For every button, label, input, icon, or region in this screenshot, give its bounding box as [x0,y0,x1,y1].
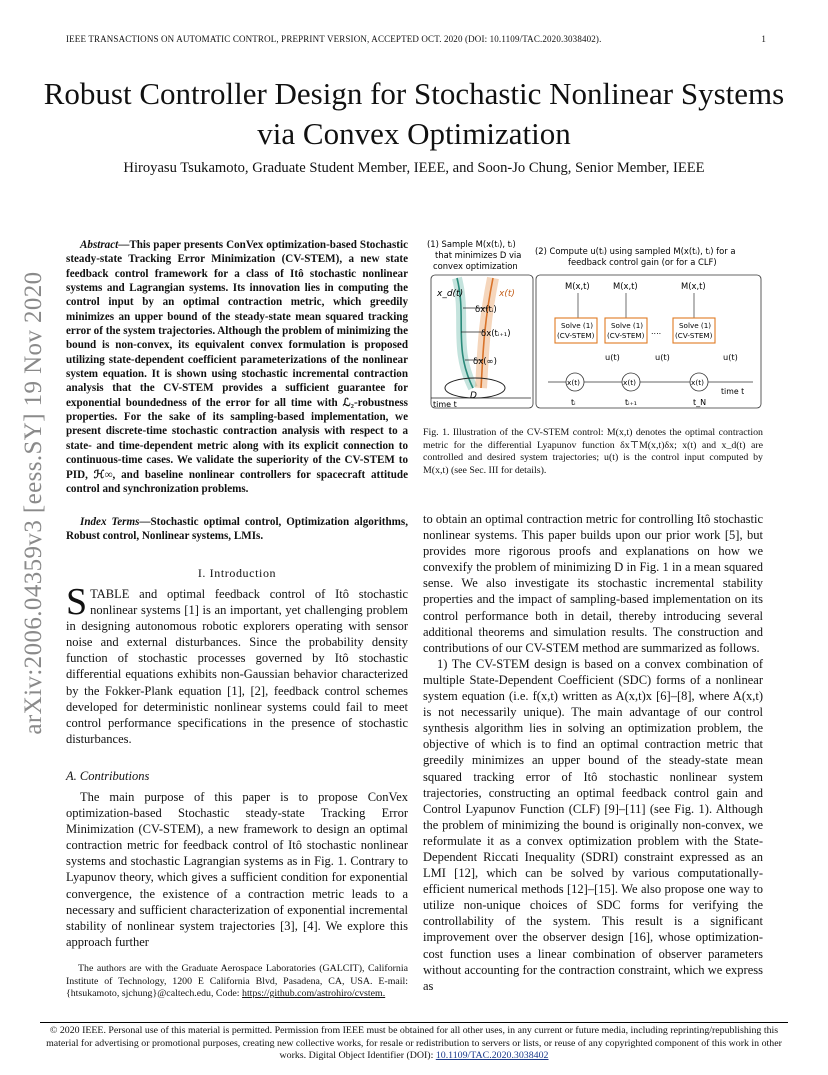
t-label-N: t_N [693,398,707,407]
t-label-i1: tᵢ₊₁ [625,398,637,407]
arxiv-stamp [20,230,48,775]
metric-label-2: M(x,t) [613,281,638,291]
abstract [66,238,408,496]
author-line: Hiroyasu Tsukamoto, Graduate Student Member, IEEE, and Soon-Jo Chung, Senior Member, IEEE [123,160,705,176]
introduction-paragraph [66,581,408,747]
label-dx-ti1: δx(tᵢ₊₁) [481,329,511,339]
metric-label-3: M(x,t) [681,281,706,291]
solve-box-1-line2: (CV-STEM) [557,331,595,340]
index-terms [66,515,408,544]
doi-link[interactable]: 10.1109/TAC.2020.3038402 [435,1050,549,1062]
arxiv-stamp-text: arXiv:2006.04359v3 [eess.SY] 19 Nov 2020 [20,270,47,735]
copyright-text: © 2020 IEEE. Personal use of this material is permitted. Permission from IEEE must be obtained for all other uses, in any current or future media, including reprinting/republishing this material for advertising or promotional purposes, creating new collective works, for resale or redistribution to servers or lists, or reuse of any copyrighted component of this work in other works. Digital Object Identifier (DOI): [46,1025,782,1062]
label-dx-ti: δx(tᵢ) [475,305,497,315]
author-footnote [66,963,408,1001]
footnote-text: The authors are with the Graduate Aerospace Laboratories (GALCIT), California Institute of Technology, 1200 E California Blvd, Pasadena, CA, USA. E-mail: {htsukamoto, sjchung}@caltech.edu, Code: [66,963,408,1000]
state-label-1: x(t) [567,378,581,387]
figure-1 [423,238,763,412]
right-paragraph-1: to obtain an optimal contraction metric for controlling Itô stochastic nonlinear systems. This paper builds upon our prior work [5], but provides more rigorous proofs and explanations on how we convexify the problem of minimizing D in Fig. 1 in a mean squared sense. We also investigate its stochastic incremental stability properties and the impact of sampling-based implementation on its control performance both in detail, thereby introducing several additional theorems and simulation results. The construction and contributions of our CV-STEM method are summarized as follows. [423,512,763,655]
running-head-text: IEEE TRANSACTIONS ON AUTOMATIC CONTROL, PREPRINT VERSION, ACCEPTED OCT. 2020 (DOI: 10.1109/TAC.2020.3038402). [66,34,602,44]
index-terms-label: Index Terms [80,516,140,528]
left-time-label: time t [433,400,457,409]
solve-box-2-line2: (CV-STEM) [607,331,645,340]
page-number: 1 [761,34,766,44]
contributions-paragraph: The main purpose of this paper is to propose ConVex optimization-based Stochastic steady-state Tracking Error Minimization (CV-STEM), a new framework to design an optimal contraction metric for feedback control of Itô stochastic nonlinear systems and stochastic Lagrangian systems as in Fig. 1. Contrary to Lyapunov theory, which gives a sufficient condition for exponential convergence, the existence of a contraction metric leads to a necessary and sufficient characterization of exponential incremental stability of nonlinear system trajectories [3], [4]. We explore this approach further [66,790,408,949]
figure-ellipsis: .... [651,327,662,336]
figure-step1-text: (1) Sample M(x(tᵢ), tᵢ) that minimizes D via convex optimization [427,239,522,271]
abstract-label: Abstract [80,239,119,251]
solve-box-3-line1: Solve (1) [679,321,712,330]
state-label-3: x(t) [691,378,705,387]
figure-1-diagram [423,238,763,412]
code-link[interactable]: https://github.com/astrohiro/cvstem. [242,988,386,1000]
solve-box-2 [605,318,647,343]
introduction-text: TABLE and optimal feedback control of Itô stochastic nonlinear systems [1] is an important, yet challenging problem in designing autonomous robotic explorers operating with sensor noise and external disturbances. Since the probability density function of stochastic processes governed by Itô stochastic differential equations exhibits non-Gaussian behavior characterized by the Fokker-Plank equation [1], [2], feedback control schemes developed for deterministic nonlinear systems could fail to meet control performance specifications in the presence of stochastic disturbances. [66,587,408,746]
label-D: D [470,391,477,401]
label-dx-inf: δx(∞) [473,357,497,367]
metric-label-1: M(x,t) [565,281,590,291]
t-label-i: tᵢ [571,398,576,407]
solve-box-1 [555,318,597,343]
u-label-2: u(t) [655,352,670,362]
right-column-text [423,511,763,994]
section-heading-introduction: I. Introduction [197,566,277,580]
index-terms-text: —Stochastic optimal control, Optimization algorithms, Robust control, Nonlinear systems, LMIs. [66,516,408,543]
paper-title: Robust Controller Design for Stochastic Nonlinear Systems via Convex Optimization [43,76,785,151]
solve-box-1-line1: Solve (1) [561,321,594,330]
figure-1-caption: Fig. 1. Illustration of the CV-STEM control: M(x,t) denotes the optimal contraction metric for the differential Lyapunov function δx⊤M(x,t)δx; x(t) and x_d(t) are controlled and desired system trajectories; u(t) is the control input computed by M(x,t) (see Sec. III for details). [423,427,763,476]
running-header [66,34,766,44]
abstract-text: —This paper presents ConVex optimization-based Stochastic steady-state Tracking Error Minimization (CV-STEM), a new state feedback control framework for a class of Itô stochastic nonlinear systems and Lagrangian systems. Its innovation lies in computing the control input by an optimal contraction metric, which greedily minimizes an upper bound of the steady-state mean squared tracking error of the system trajectories. Although the problem of minimizing the bound is non-convex, its equivalent convex formulation is proposed utilizing state-dependent coefficient parameterizations of the nonlinear system equation. It is shown using stochastic incremental contraction analysis that the CV-STEM provides a sufficient guarantee for exponential boundedness of the error for all time with ℒ₂-robustness properties. For the sake of its sampling-based implementation, we present discrete-time stochastic contraction analysis with respect to a state- and time-dependent metric along with its explicit connection to continuous-time cases. We validate the superiority of the CV-STEM to PID, ℋ∞, and baseline nonlinear controllers for spacecraft attitude control and synchronization problems. [66,239,408,495]
label-xd: x_d(t) [437,289,464,299]
solve-box-3 [673,318,715,343]
state-label-2: x(t) [623,378,637,387]
u-label-3: u(t) [723,352,738,362]
solve-box-3-line2: (CV-STEM) [675,331,713,340]
subsection-heading-contributions: A. Contributions [66,769,150,783]
solve-box-2-line1: Solve (1) [611,321,644,330]
label-x: x(t) [499,289,515,299]
figure-step2-text: (2) Compute u(tᵢ) using sampled M(x(tᵢ), tᵢ) for a feedback control gain (or for a CLF) [535,246,736,267]
copyright-notice [40,1022,788,1075]
drop-cap: S [66,581,88,623]
right-paragraph-2: 1) The CV-STEM design is based on a convex combination of multiple State-Dependent Coefficient (SDC) forms of a nonlinear system equation (i.e. f(x,t) written as A(x,t)x [6]–[8], where A(x,t) is not necessarily unique). The main advantage of our control synthesis algorithm lies in solving an optimization problem, the objective of which is to find an optimal contraction metric that greedily minimizes an upper bound of the steady-state mean squared tracking error of Itô stochastic nonlinear system trajectories, constructing an optimal feedback control gain and Control Lyapunov Function (CLF) [9]–[11] (see Fig. 1). Although the problem of minimizing the bound is originally non-convex, we reformulate it as a convex optimization problem with the State-Dependent Riccati Inequality (SDRI) constraint expressed as an LMI [12], which can be solved by various computationally-efficient numerical methods [12]–[15]. We also propose one way to utilize non-unique choices of SDC forms for verifying the controllability of the system. This result is a significant improvement over the observer design [16], whose optimization-cost function uses a linear combination of observer parameters without accounting for the contraction constraint, which we express as [423,656,763,993]
right-time-label: time t [721,387,745,396]
u-label-1: u(t) [605,352,620,362]
